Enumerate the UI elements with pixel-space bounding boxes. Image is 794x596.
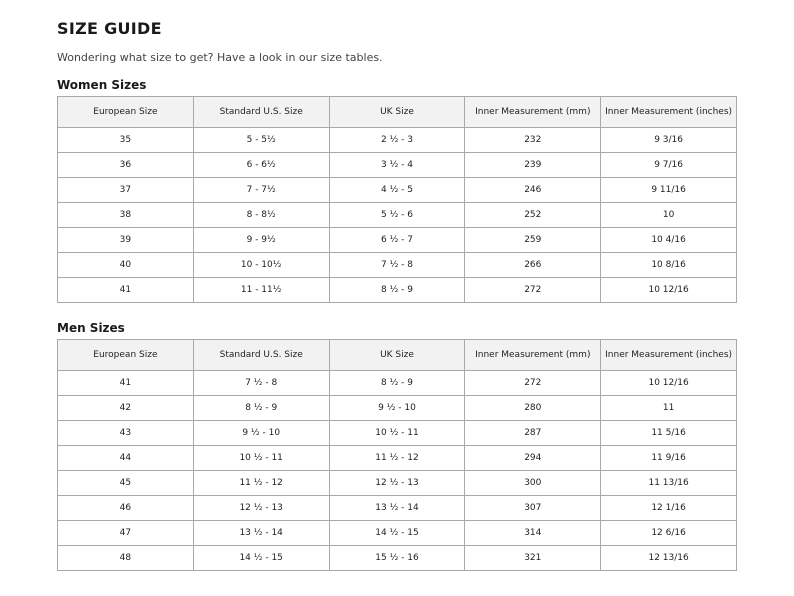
table-cell: 11 5/16 (601, 421, 737, 446)
table-cell: 15 ½ - 16 (329, 546, 465, 571)
table-cell: 46 (58, 496, 194, 521)
table-cell: 239 (465, 153, 601, 178)
table-cell: 272 (465, 371, 601, 396)
table-cell: 10 8/16 (601, 253, 737, 278)
table-cell: 3 ½ - 4 (329, 153, 465, 178)
table-cell: 6 - 6½ (193, 153, 329, 178)
table-cell: 12 13/16 (601, 546, 737, 571)
table-cell: 48 (58, 546, 194, 571)
table-cell: 45 (58, 471, 194, 496)
table-cell: 10 ½ - 11 (329, 421, 465, 446)
page-title: SIZE GUIDE (57, 19, 162, 38)
table-cell: 12 ½ - 13 (329, 471, 465, 496)
table-row (58, 421, 737, 446)
table-cell: 10 ½ - 11 (193, 446, 329, 471)
column-header: UK Size (329, 340, 465, 371)
table-row (58, 371, 737, 396)
table-cell: 10 12/16 (601, 371, 737, 396)
table-cell: 11 (601, 396, 737, 421)
table-cell: 44 (58, 446, 194, 471)
women-size-table (57, 96, 737, 303)
table-row (58, 203, 737, 228)
table-cell: 9 ½ - 10 (329, 396, 465, 421)
table-cell: 11 - 11½ (193, 278, 329, 303)
table-cell: 272 (465, 278, 601, 303)
table-cell: 11 ½ - 12 (329, 446, 465, 471)
table-cell: 10 4/16 (601, 228, 737, 253)
column-header: UK Size (329, 97, 465, 128)
table-cell: 11 13/16 (601, 471, 737, 496)
table-cell: 13 ½ - 14 (329, 496, 465, 521)
table-row (58, 128, 737, 153)
table-cell: 40 (58, 253, 194, 278)
table-cell: 13 ½ - 14 (193, 521, 329, 546)
men-sizes-heading: Men Sizes (57, 321, 125, 335)
table-cell: 266 (465, 253, 601, 278)
column-header: Inner Measurement (mm) (465, 97, 601, 128)
table-cell: 37 (58, 178, 194, 203)
table-cell: 8 ½ - 9 (329, 371, 465, 396)
header-row (58, 97, 737, 128)
table-cell: 280 (465, 396, 601, 421)
table-cell: 42 (58, 396, 194, 421)
men-size-table (57, 339, 737, 571)
table-row (58, 278, 737, 303)
column-header: Standard U.S. Size (193, 340, 329, 371)
table-cell: 5 ½ - 6 (329, 203, 465, 228)
table-cell: 14 ½ - 15 (193, 546, 329, 571)
table-row (58, 471, 737, 496)
table-row (58, 178, 737, 203)
table-cell: 14 ½ - 15 (329, 521, 465, 546)
table-row (58, 446, 737, 471)
table-cell: 12 1/16 (601, 496, 737, 521)
table-row (58, 546, 737, 571)
column-header: Standard U.S. Size (193, 97, 329, 128)
table-cell: 232 (465, 128, 601, 153)
intro-text: Wondering what size to get? Have a look in our size tables. (57, 51, 383, 64)
table-cell: 11 ½ - 12 (193, 471, 329, 496)
column-header: Inner Measurement (inches) (601, 340, 737, 371)
table-cell: 5 - 5½ (193, 128, 329, 153)
table-cell: 10 - 10½ (193, 253, 329, 278)
table-cell: 7 - 7½ (193, 178, 329, 203)
table-row (58, 228, 737, 253)
column-header: European Size (58, 340, 194, 371)
table-cell: 10 12/16 (601, 278, 737, 303)
table-cell: 8 ½ - 9 (329, 278, 465, 303)
column-header: European Size (58, 97, 194, 128)
table-cell: 7 ½ - 8 (329, 253, 465, 278)
table-row (58, 153, 737, 178)
table-cell: 314 (465, 521, 601, 546)
table-cell: 9 11/16 (601, 178, 737, 203)
column-header: Inner Measurement (mm) (465, 340, 601, 371)
table-cell: 321 (465, 546, 601, 571)
table-cell: 287 (465, 421, 601, 446)
table-cell: 7 ½ - 8 (193, 371, 329, 396)
table-cell: 43 (58, 421, 194, 446)
table-cell: 259 (465, 228, 601, 253)
table-cell: 9 ½ - 10 (193, 421, 329, 446)
table-cell: 11 9/16 (601, 446, 737, 471)
table-cell: 47 (58, 521, 194, 546)
table-cell: 38 (58, 203, 194, 228)
table-cell: 12 ½ - 13 (193, 496, 329, 521)
table-cell: 300 (465, 471, 601, 496)
table-cell: 8 - 8½ (193, 203, 329, 228)
women-sizes-heading: Women Sizes (57, 78, 147, 92)
table-cell: 12 6/16 (601, 521, 737, 546)
table-row (58, 253, 737, 278)
table-row (58, 396, 737, 421)
table-cell: 4 ½ - 5 (329, 178, 465, 203)
table-cell: 9 7/16 (601, 153, 737, 178)
table-cell: 6 ½ - 7 (329, 228, 465, 253)
table-cell: 35 (58, 128, 194, 153)
table-row (58, 496, 737, 521)
table-row (58, 521, 737, 546)
table-cell: 8 ½ - 9 (193, 396, 329, 421)
table-cell: 41 (58, 278, 194, 303)
table-cell: 294 (465, 446, 601, 471)
table-cell: 9 3/16 (601, 128, 737, 153)
table-cell: 39 (58, 228, 194, 253)
header-row (58, 340, 737, 371)
table-cell: 10 (601, 203, 737, 228)
table-cell: 307 (465, 496, 601, 521)
table-cell: 41 (58, 371, 194, 396)
table-cell: 9 - 9½ (193, 228, 329, 253)
table-cell: 252 (465, 203, 601, 228)
column-header: Inner Measurement (inches) (601, 97, 737, 128)
table-cell: 2 ½ - 3 (329, 128, 465, 153)
table-cell: 246 (465, 178, 601, 203)
table-cell: 36 (58, 153, 194, 178)
